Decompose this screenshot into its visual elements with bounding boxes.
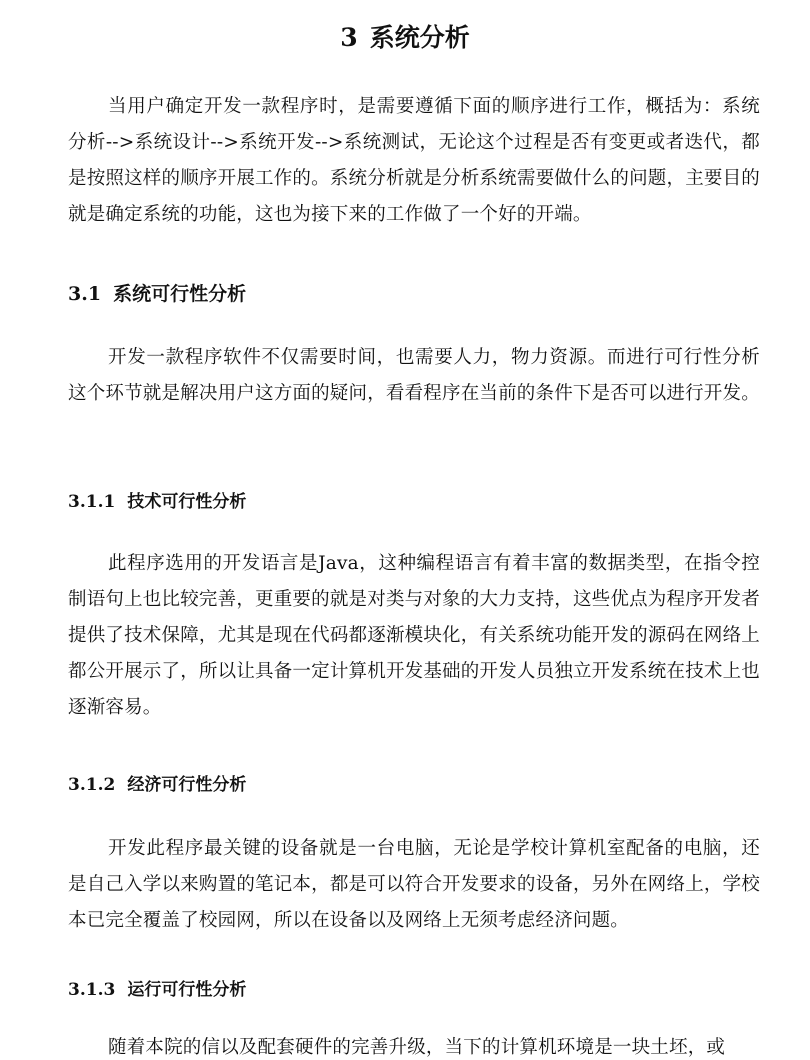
section-3-1-number: 3.1 xyxy=(68,283,102,305)
section-3-1-3-heading xyxy=(68,976,246,1004)
section-3-1-1-title: 技术可行性分析 xyxy=(127,492,247,512)
intro-paragraph: 当用户确定开发一款程序时，是需要遵循下面的顺序进行工作，概括为：系统分析-->系统设计-->系统开发-->系统测试，无论这个过程是否有变更或者迭代，都是按照这样的顺序开展工作的。系统分析就是分析系统需要做什么的问题，主要目的就是确定系统的功能，这也为接下来的工作做了一个好的开端。 xyxy=(68,96,760,225)
chapter-title-text: 系统分析 xyxy=(369,23,470,52)
section-3-1-3-paragraph: 随着本院的信以及配套硬件的完善升级，当下的计算机环境是一块土坯，或 xyxy=(108,1037,726,1058)
section-3-1-title: 系统可行性分析 xyxy=(113,283,247,305)
section-3-1-2-title: 经济可行性分析 xyxy=(127,775,247,795)
section-3-1-1-paragraph: 此程序选用的开发语言是Java，这种编程语言有着丰富的数据类型，在指令控制语句上也比较完善，更重要的就是对类与对象的大力支持，这些优点为程序开发者提供了技术保障，尤其是现在代码都逐渐模块化，有关系统功能开发的源码在网络上都公开展示了，所以让具备一定计算机开发基础的开发人员独立开发系统在技术上也逐渐容易。 xyxy=(68,553,760,718)
section-3-1-2-number: 3.1.2 xyxy=(68,775,116,795)
section-3-1-heading xyxy=(68,279,246,309)
section-3-1-2-paragraph: 开发此程序最关键的设备就是一台电脑，无论是学校计算机室配备的电脑，还是自己入学以来购置的笔记本，都是可以符合开发要求的设备，另外在网络上，学校本已完全覆盖了校园网，所以在设备以及网络上无须考虑经济问题。 xyxy=(68,838,760,931)
chapter-title xyxy=(0,20,810,56)
section-3-1-3-number: 3.1.3 xyxy=(68,980,116,1000)
section-3-1-2-heading xyxy=(68,771,246,799)
section-3-1-1-heading xyxy=(68,488,246,516)
section-3-1-paragraph: 开发一款程序软件不仅需要时间，也需要人力，物力资源。而进行可行性分析这个环节就是解决用户这方面的疑问，看看程序在当前的条件下是否可以进行开发。 xyxy=(68,347,760,404)
section-3-1-1-number: 3.1.1 xyxy=(68,492,116,512)
section-3-1-3-title: 运行可行性分析 xyxy=(127,980,247,1000)
chapter-number: 3 xyxy=(340,23,358,52)
